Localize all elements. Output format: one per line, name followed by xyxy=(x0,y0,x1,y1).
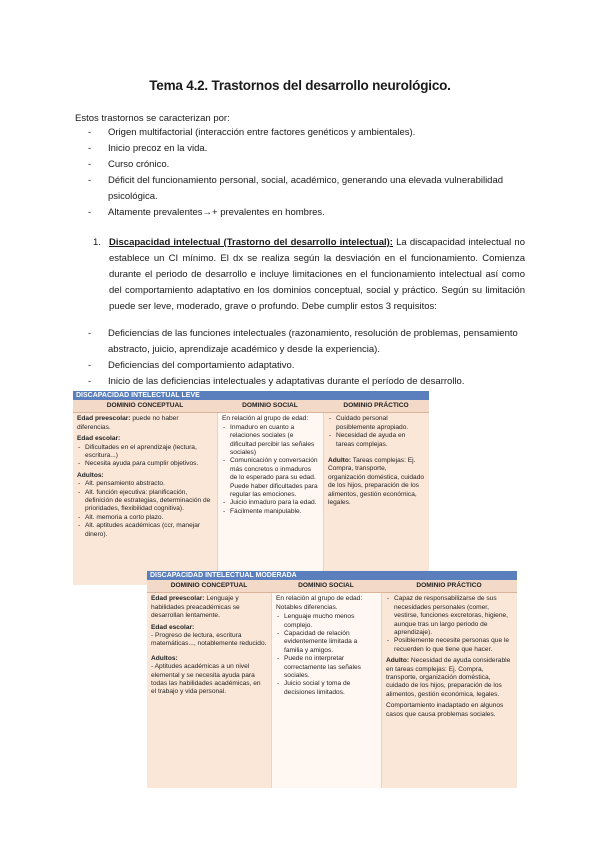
cell-social xyxy=(271,593,381,788)
list-item: - Altamente prevalentes→+ prevalentes en hombres. xyxy=(88,205,528,221)
label: Adultos: xyxy=(77,471,104,479)
label: Edad escolar: xyxy=(77,435,121,443)
list-item: - Curso crónico. xyxy=(88,157,528,173)
list-item: - Capacidad de relación evidentemente limitada a familia y amigos. xyxy=(276,630,377,655)
cell-social xyxy=(217,413,323,585)
table-band-title: DISCAPACIDAD INTELECTUAL LEVE xyxy=(73,391,429,400)
cell-conceptual xyxy=(73,413,217,585)
list-item: - Deficiencias de las funciones intelectuales (razonamiento, resolución de problemas, pensamiento abstracto, juicio, aprendizaje académico y desde la experiencia). xyxy=(88,326,533,358)
requirements-list xyxy=(88,326,533,390)
column-header: DOMINIO PRÁCTICO xyxy=(343,402,409,409)
intro-text: Estos trastornos se caracterizan por: xyxy=(75,113,230,124)
list-item: - Alt. pensamiento abstracto. xyxy=(77,480,213,488)
cell-text: - Aptitudes académicas a un nivel elemental y se necesita ayuda para todas las habilidades académicas, en el trabajo y vida personal. xyxy=(151,663,261,696)
list-item: - Fácilmente manipulable. xyxy=(222,508,319,516)
characteristics-list xyxy=(88,125,528,221)
column-header: DOMINIO PRÁCTICO xyxy=(416,582,482,589)
cell-text: Lenguaje y habilidades preacadémicas se desarrollan lentamente. xyxy=(151,595,240,620)
label: Adultos: xyxy=(151,654,178,662)
list-item: - Juicio inmaduro para la edad. xyxy=(222,499,319,507)
cell-practico xyxy=(323,413,429,585)
list-item: - Déficit del funcionamiento personal, social, académico, generando una elevada vulnerabilidad psicológica. xyxy=(88,173,528,205)
table-band-title: DISCAPACIDAD INTELECTUAL MODERADA xyxy=(147,571,517,580)
list-item: - Necesidad de ayuda en tareas complejas. xyxy=(328,432,425,449)
list-item: - Origen multifactorial (interacción entre factores genéticos y ambientales). xyxy=(88,125,528,141)
list-item: - Cuidado personal posiblemente apropiado. xyxy=(328,415,425,432)
list-item: - Juicio social y toma de decisiones limitados. xyxy=(276,680,377,697)
cell-text: En relación al grupo de edad: Notables diferencias. xyxy=(276,595,363,611)
list-item: - Lenguaje mucho menos complejo. xyxy=(276,613,377,630)
cell-text: - Progreso de lectura, escritura matemáticas..., notablemente reducido. xyxy=(151,632,267,648)
list-item: - Alt. función ejecutiva: planificación, definición de estrategias, determinación de prioridades, flexibilidad cognitiva). xyxy=(77,489,213,514)
list-item: - Necesita ayuda para cumplir objetivos. xyxy=(77,460,213,468)
label: Edad escolar: xyxy=(151,623,195,631)
column-header: DOMINIO CONCEPTUAL xyxy=(106,402,184,409)
page-title: Tema 4.2. Trastornos del desarrollo neurológico. xyxy=(149,78,451,93)
label: Adulto: xyxy=(386,657,410,665)
cell-text: Necesidad de ayuda considerable en tareas complejas: Ej. Compra, transporte, organización doméstica, cuidado de los hijos, preparación de los alimentos, gestión económica, legales. xyxy=(386,657,511,698)
section-number: 1. xyxy=(93,237,101,248)
column-header: DOMINIO SOCIAL xyxy=(298,582,354,589)
label: Edad preescolar: xyxy=(151,595,205,603)
label: Adulto: xyxy=(328,457,352,465)
cell-conceptual xyxy=(147,593,271,788)
list-item: - Inicio precoz en la vida. xyxy=(88,141,528,157)
list-item: - Comunicación y conversación más concretos o inmaduros de lo esperado para su edad. Puede haber dificultades para regular las emociones. xyxy=(222,457,319,499)
cell-text: puede no haber diferencias. xyxy=(77,415,179,431)
column-header: DOMINIO SOCIAL xyxy=(242,402,298,409)
cell-text: Comportamiento inadaptado en algunos casos que causa problemas sociales. xyxy=(386,702,504,718)
list-item: - Alt. memoria a corto plazo. xyxy=(77,514,213,522)
cell-text: En relación al grupo de edad: xyxy=(222,415,309,423)
list-item: - Capaz de responsabilizarse de sus necesidades personales (comer, vestirse, funciones excretoras, higiene, aunque tras un largo periodo de aprendizaje). xyxy=(386,595,513,637)
column-header: DOMINIO CONCEPTUAL xyxy=(170,582,248,589)
table-header-row xyxy=(73,400,429,413)
section-text: La discapacidad intelectual no establece un CI mínimo. El dx se realiza según la desviación en el funcionamiento. Comienza durante el periodo de desarrollo e incluye limitaciones en el funcionamiento intelectual así como del comportamiento adaptativo en los dominios conceptual, social y práctico. Según su limitación puede ser leve, moderado, grave o profundo. Debe cumplir estos 3 requisitos: xyxy=(109,237,525,312)
cell-text: Tareas complejas: Ej. Compra, transporte, organización doméstica, cuidado de los hijos, preparación de los alimentos, gestión económica, legales. xyxy=(328,457,425,507)
list-item: - Inicio de las deficiencias intelectuales y adaptativas durante el período de desarrollo. xyxy=(88,374,533,390)
table-header-row xyxy=(147,580,517,593)
list-item: - Alt. aptitudes académicas (ccr, manejar dinero). xyxy=(77,522,213,539)
list-item: - Dificultades en el aprendizaje (lectura, escritura...) xyxy=(77,444,213,461)
table-discapacidad-moderada xyxy=(147,571,517,788)
cell-practico xyxy=(381,593,517,788)
section-heading: Discapacidad intelectual (Trastorno del desarrollo intelectual): xyxy=(109,237,393,248)
section-body xyxy=(93,235,525,315)
table-discapacidad-leve xyxy=(73,391,429,585)
label: Edad preescolar: xyxy=(77,415,131,423)
list-item: - Inmaduro en cuanto a relaciones sociales (e dificultad percibir las señales sociales) xyxy=(222,424,319,458)
section-discapacidad-intelectual xyxy=(93,235,525,315)
list-item: - Deficiencias del comportamiento adaptativo. xyxy=(88,358,533,374)
list-item: - Puede no interpretar correctamente las señales sociales. xyxy=(276,655,377,680)
list-item: - Posiblemente necesite personas que le recuerden lo que tiene que hacer. xyxy=(386,637,513,654)
